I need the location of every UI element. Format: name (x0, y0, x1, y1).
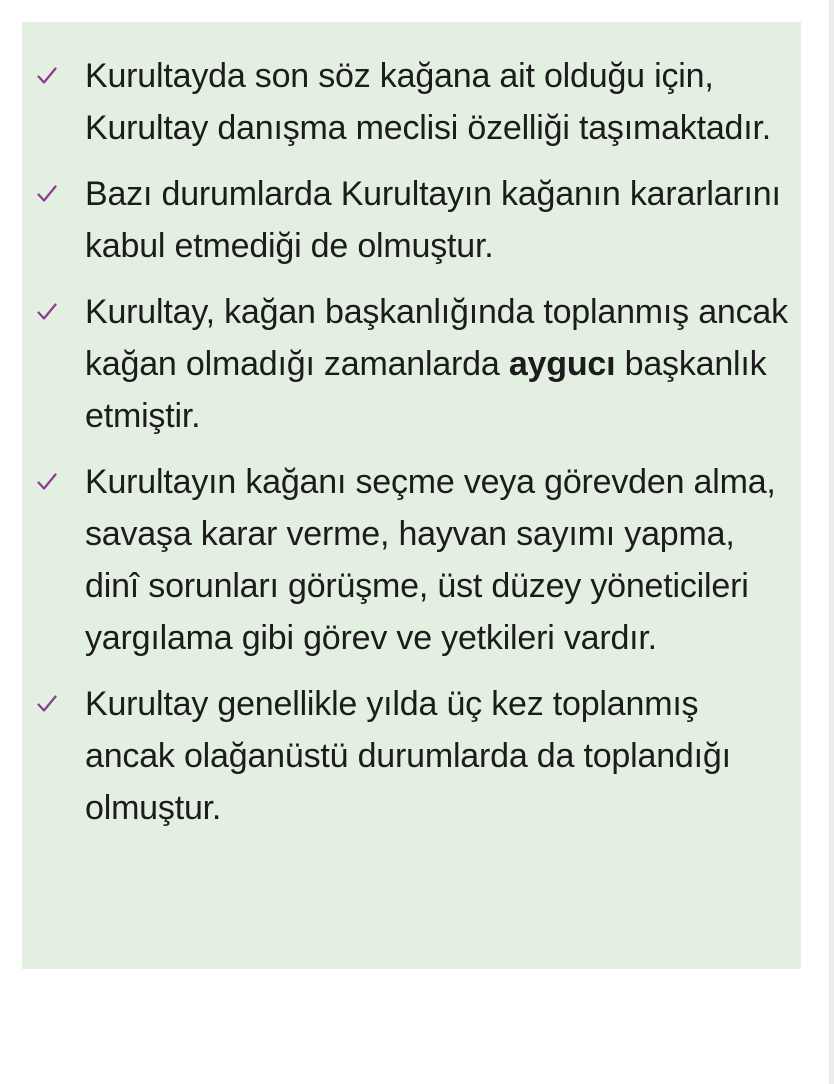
list-item-text (85, 463, 776, 657)
list-item-text-segment: başkanlık etmiştir. (85, 345, 767, 435)
checkmark-icon (32, 286, 62, 338)
list-item (22, 678, 801, 834)
list-item-text-segment: Kurultay genellikle yılda üç kez toplanmış ancak olağanüstü durumlarda da toplandığı olmuştur. (85, 685, 731, 827)
list-item (22, 286, 801, 442)
checkmark-icon (32, 456, 62, 508)
checkmark-icon (32, 50, 62, 102)
checklist (22, 50, 801, 834)
list-item (22, 456, 801, 664)
list-item-text (85, 175, 781, 265)
checkmark-icon (32, 168, 62, 220)
list-item-text-segment: Kurultayda son söz kağana ait olduğu için, Kurultay danışma meclisi özelliği taşımaktadır. (85, 57, 771, 147)
list-item (22, 168, 801, 272)
list-item-text-segment: Bazı durumlarda Kurultayın kağanın kararlarını kabul etmediği de olmuştur. (85, 175, 781, 265)
list-item-text (85, 293, 788, 435)
page-edge-divider (829, 0, 834, 1084)
list-item-text-segment: Kurultayın kağanı seçme veya görevden alma, savaşa karar verme, hayvan sayımı yapma, dinî sorunları görüşme, üst düzey yöneticileri yargılama gibi görev ve yetkileri vardır. (85, 463, 776, 657)
list-item-text-segment: Kurultay, kağan başkanlığında toplanmış ancak kağan olmadığı zamanlarda (85, 293, 788, 383)
info-card (22, 22, 801, 969)
list-item-text (85, 685, 731, 827)
bold-term: aygucı (508, 345, 616, 383)
list-item-text (85, 57, 771, 147)
list-item (22, 50, 801, 154)
checkmark-icon (32, 678, 62, 730)
